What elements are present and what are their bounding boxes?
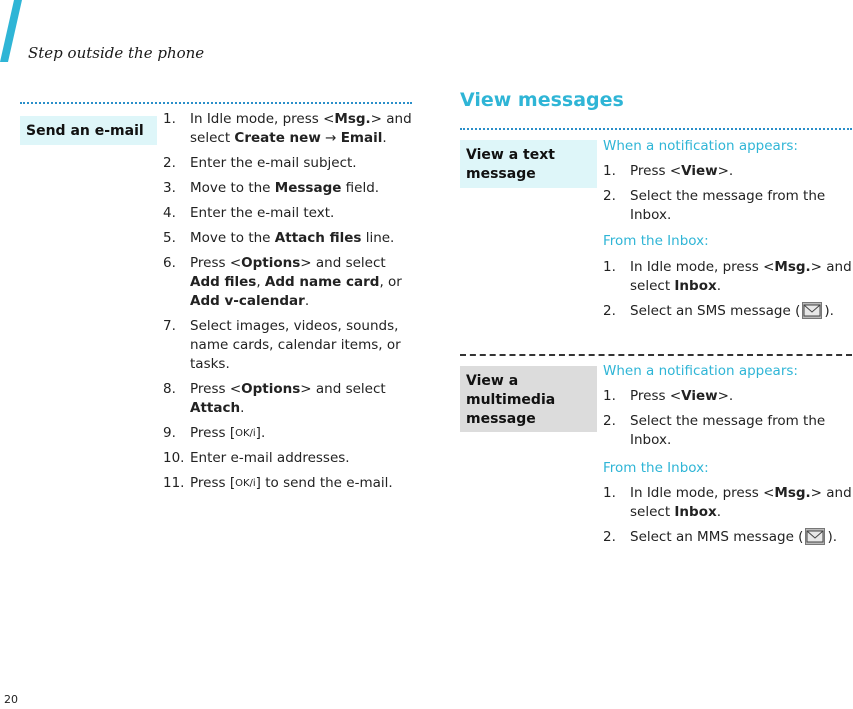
bold-term: Inbox <box>674 278 717 294</box>
bold-term: Message <box>274 180 342 196</box>
bold-term: Add name card <box>264 274 380 290</box>
bold-term: Attach <box>190 400 241 416</box>
step-item: 10. Enter e-mail addresses. <box>163 450 350 466</box>
step-item: 8. Press <Options> and select Attach. <box>163 381 386 416</box>
bold-term: Msg. <box>774 485 811 501</box>
step-number: 4. <box>163 205 176 221</box>
bold-term: Email <box>340 130 383 146</box>
bold-term: Msg. <box>774 259 811 275</box>
step-item: 2. Enter the e-mail subject. <box>163 155 357 171</box>
bold-term: Options <box>241 381 301 397</box>
step-number: 2. <box>603 413 616 429</box>
step-item: 1. In Idle mode, press <Msg.> and select Inbox. <box>603 259 852 294</box>
sms-message-icon <box>802 302 822 319</box>
step-number: 2. <box>603 529 616 545</box>
step-item: 3. Move to the Message field. <box>163 180 380 196</box>
step-item: 1. Press <View>. <box>603 388 734 404</box>
step-item: 11. Press [OK/i] to send the e-mail. <box>163 475 393 491</box>
step-item: 2. Select an SMS message ( ). <box>603 303 834 319</box>
step-number: 1. <box>603 485 616 501</box>
step-number: 1. <box>603 259 616 275</box>
bold-term: View <box>681 388 718 404</box>
view-messages-title: View messages <box>460 89 624 111</box>
text-notification-steps <box>603 162 853 231</box>
bold-term: Attach files <box>274 230 362 246</box>
step-item: 2. Select an MMS message ( ). <box>603 529 838 545</box>
step-number: 8. <box>163 381 176 397</box>
step-number: 5. <box>163 230 176 246</box>
step-item: 2. Select the message from the Inbox. <box>603 188 826 223</box>
step-number: 1. <box>603 388 616 404</box>
step-number: 11. <box>163 475 185 491</box>
bold-term: Add files <box>190 274 257 290</box>
step-number: 10. <box>163 450 185 466</box>
bold-term: View <box>681 163 718 179</box>
text-inbox-steps <box>603 258 853 327</box>
text-notification-heading: When a notification appears: <box>603 138 798 154</box>
mms-message-icon <box>805 528 825 545</box>
divider-mms <box>460 354 852 356</box>
mms-message-label: View a multimedia message <box>460 366 597 432</box>
mms-notification-steps <box>603 387 853 456</box>
header-accent-bar <box>0 0 22 62</box>
bold-term: Msg. <box>334 111 371 127</box>
page-number: 20 <box>4 693 18 706</box>
step-item: 7. Select images, videos, sounds, name cards, calendar items, or tasks. <box>163 318 401 372</box>
bold-term: Options <box>241 255 301 271</box>
bold-term: Add v-calendar <box>190 293 305 309</box>
divider-email <box>20 102 412 104</box>
mms-inbox-steps <box>603 484 853 553</box>
step-number: 2. <box>603 188 616 204</box>
step-number: 6. <box>163 255 176 271</box>
text-message-label: View a text message <box>460 140 597 188</box>
email-steps-list <box>163 110 413 499</box>
step-item: 9. Press [OK/i]. <box>163 425 266 441</box>
step-item: 4. Enter the e-mail text. <box>163 205 335 221</box>
step-number: 1. <box>163 111 176 127</box>
bold-term: Inbox <box>674 504 717 520</box>
step-number: 9. <box>163 425 176 441</box>
step-item: 6. Press <Options> and select Add files, Add name card, or Add v-calendar. <box>163 255 402 309</box>
step-item: 1. In Idle mode, press <Msg.> and select Inbox. <box>603 485 852 520</box>
divider-text-message <box>460 128 852 130</box>
step-item: 2. Select the message from the Inbox. <box>603 413 826 448</box>
step-number: 2. <box>603 303 616 319</box>
email-section-label: Send an e-mail <box>20 116 157 145</box>
page-header-title: Step outside the phone <box>28 44 205 62</box>
text-inbox-heading: From the Inbox: <box>603 233 709 249</box>
ok-key-icon: OK/i <box>235 428 256 439</box>
bold-term: Create new <box>234 130 321 146</box>
step-number: 3. <box>163 180 176 196</box>
step-number: 2. <box>163 155 176 171</box>
step-item: 1. In Idle mode, press <Msg.> and select Create new → Email. <box>163 111 412 146</box>
ok-key-icon: OK/i <box>235 478 256 489</box>
mms-inbox-heading: From the Inbox: <box>603 460 709 476</box>
step-number: 7. <box>163 318 176 334</box>
mms-notification-heading: When a notification appears: <box>603 363 798 379</box>
step-item: 1. Press <View>. <box>603 163 734 179</box>
step-number: 1. <box>603 163 616 179</box>
step-item: 5. Move to the Attach files line. <box>163 230 395 246</box>
